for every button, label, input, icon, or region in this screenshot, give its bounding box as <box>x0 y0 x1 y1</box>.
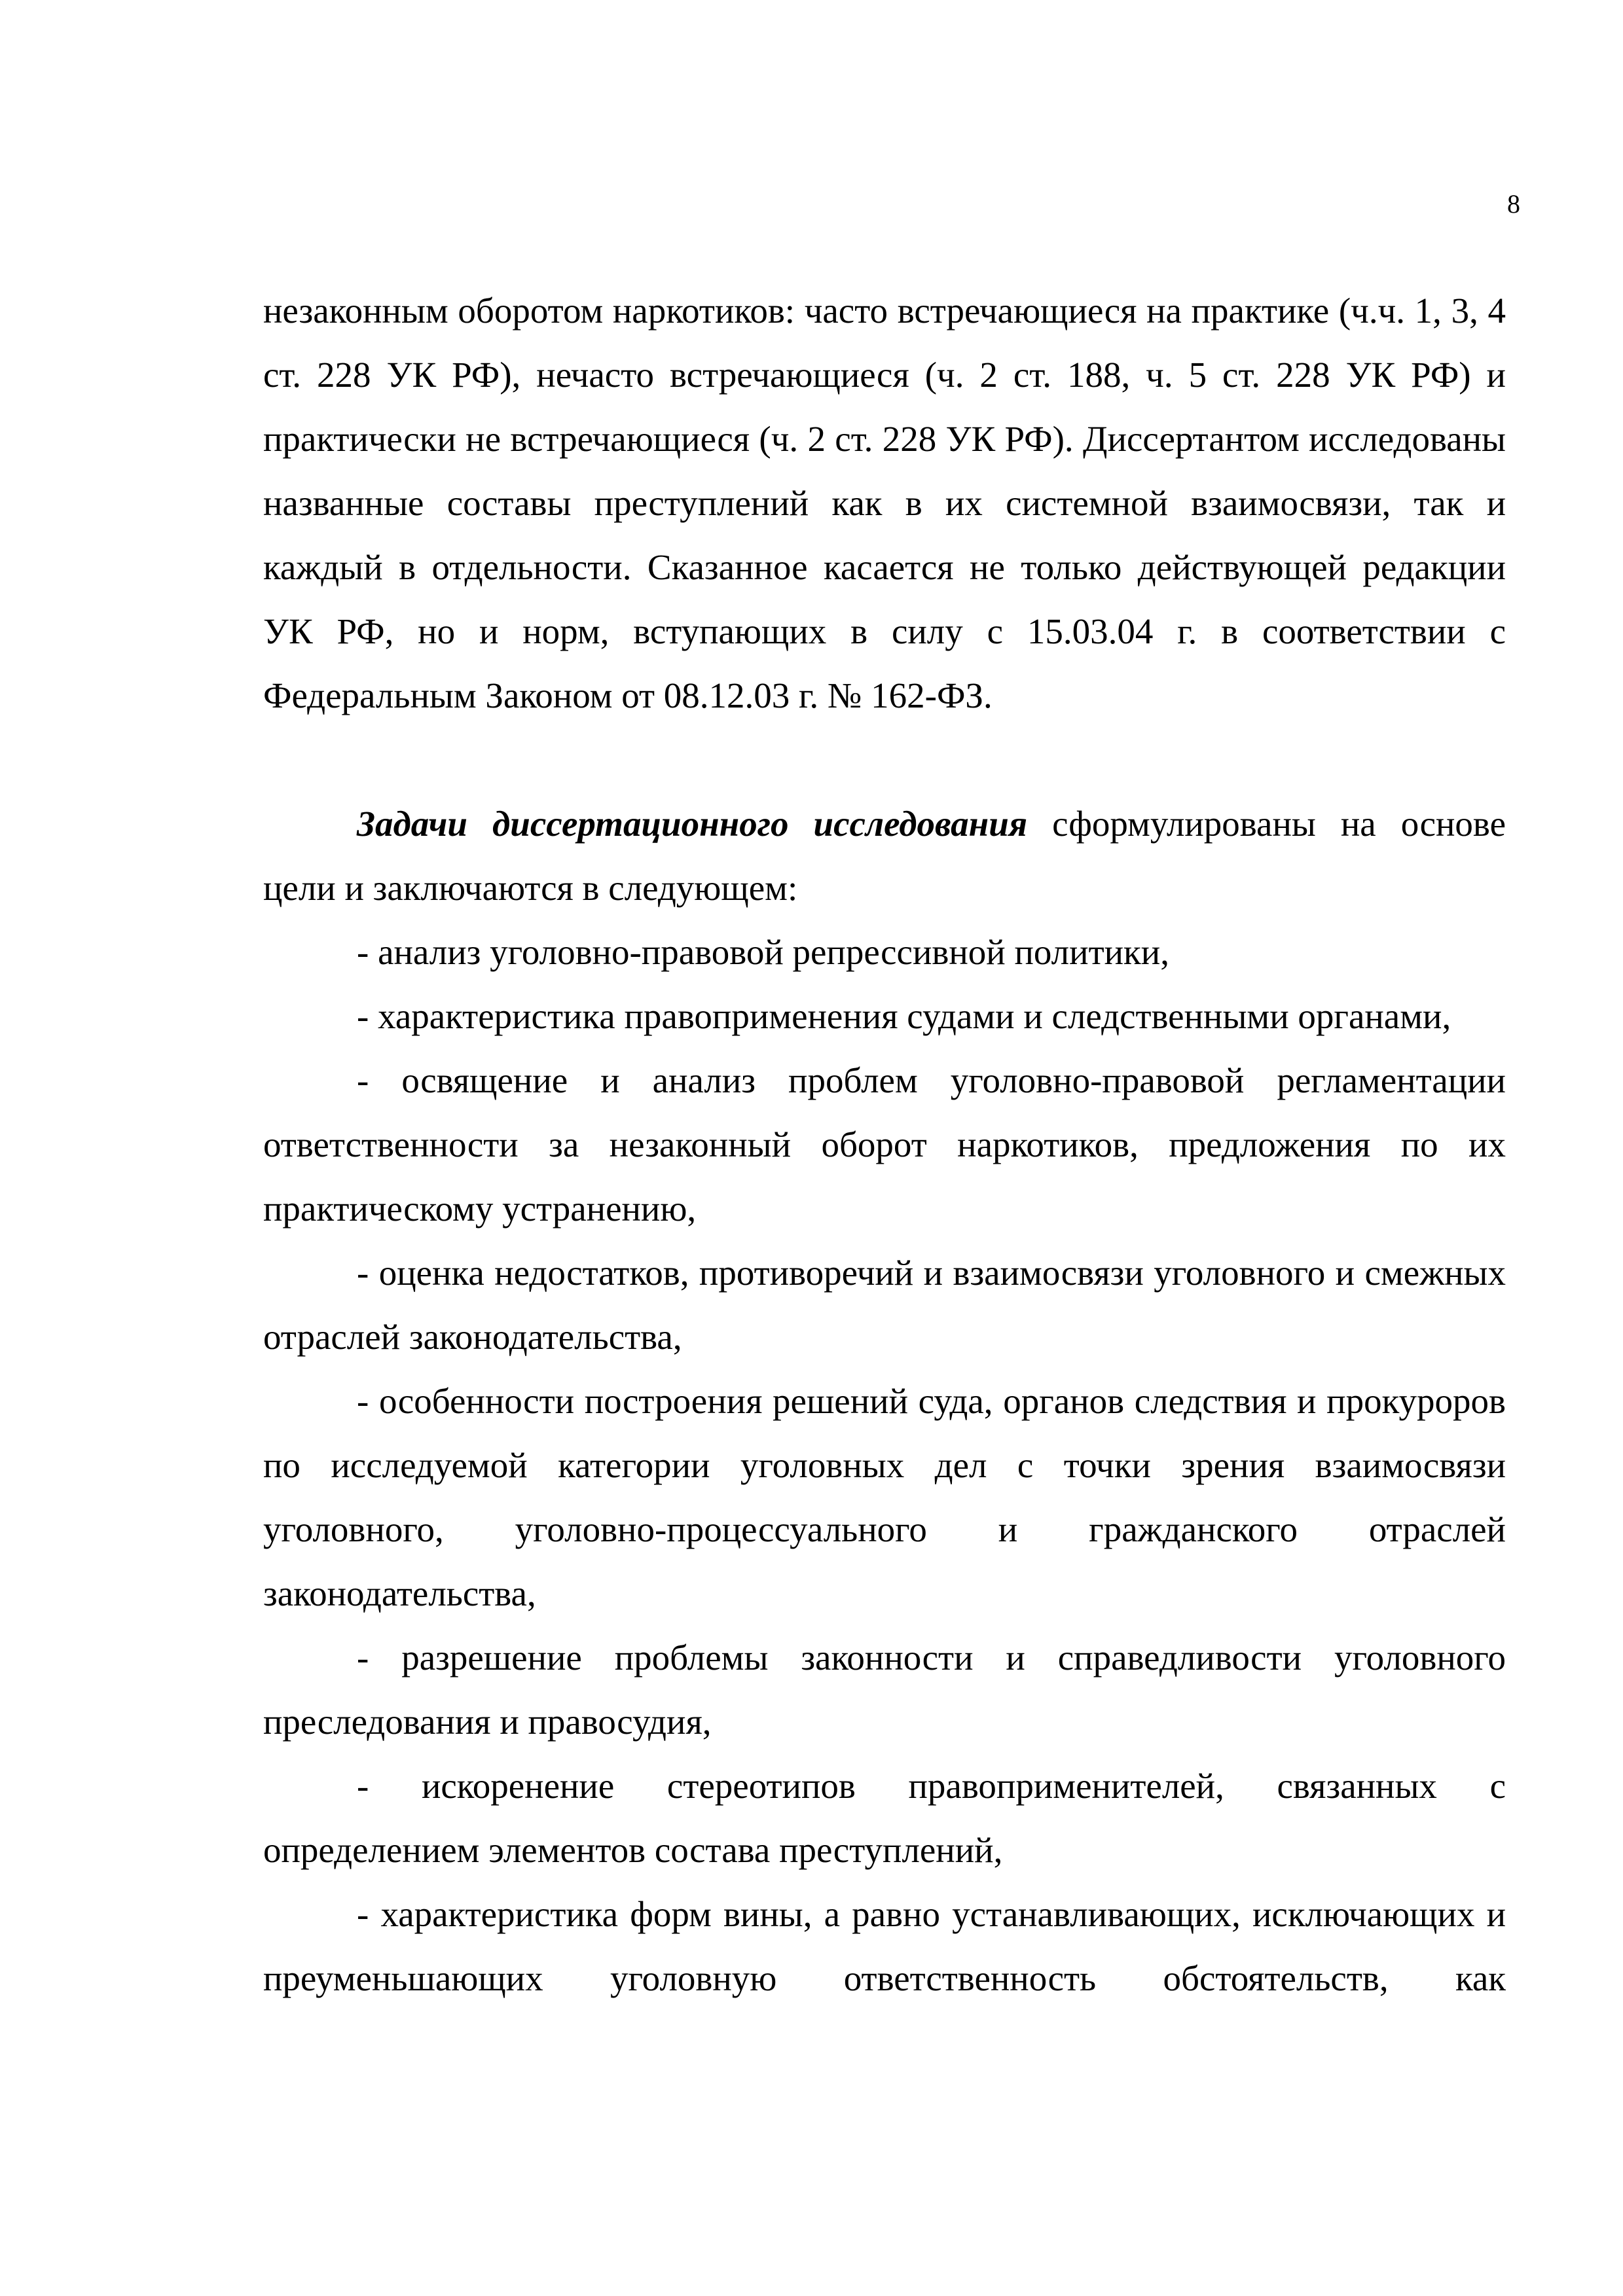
tasks-heading: Задачи диссертационного исследования <box>357 804 1028 844</box>
task-item: - характеристика правоприменения судами и следственными органами, <box>357 996 1451 1036</box>
task-item: - характеристика форм вины, а равно устанавливающих, исключающих и преуменьшающих уголовную ответственность обстоятельств, как <box>263 1894 1506 1998</box>
tasks-lead: сформулированы на основе цели и заключаются в следующем: <box>263 804 1506 908</box>
document-body <box>263 279 1506 2011</box>
task-item: - особенности построения решений суда, органов следствия и прокуроров по исследуемой категории уголовных дел с точки зрения взаимосвязи уголовного, уголовно-процессуального и гражданского отраслей законодательства, <box>263 1381 1506 1613</box>
task-item: - разрешение проблемы законности и справедливости уголовного преследования и правосудия, <box>263 1638 1506 1742</box>
page-number: 8 <box>1507 189 1520 219</box>
task-item: - анализ уголовно-правовой репрессивной политики, <box>357 932 1169 972</box>
intro-paragraph: незаконным оборотом наркотиков: часто встречающиеся на практике (ч.ч. 1, 3, 4 ст. 228 УК РФ), нечасто встречающиеся (ч. 2 ст. 188, ч. 5 ст. 228 УК РФ) и практически не встречающиеся (ч. 2 ст. 228 УК РФ). Диссертантом исследованы названные составы преступлений как в их системной взаимосвязи, так и каждый в отдельности. Сказанное касается не только действующей редакции УК РФ, но и норм, вступающих в силу с 15.03.04 г. в соответствии с Федеральным Законом от 08.12.03 г. № 162-ФЗ. <box>263 291 1506 715</box>
tasks-paragraph <box>263 792 1506 920</box>
task-item: - искоренение стереотипов правоприменителей, связанных с определением элементов состава преступлений, <box>263 1766 1506 1870</box>
task-item: - оценка недостатков, противоречий и взаимосвязи уголовного и смежных отраслей законодательства, <box>263 1253 1506 1357</box>
task-item: - освящение и анализ проблем уголовно-правовой регламентации ответственности за незаконный оборот наркотиков, предложения по их практическому устранению, <box>263 1060 1506 1229</box>
